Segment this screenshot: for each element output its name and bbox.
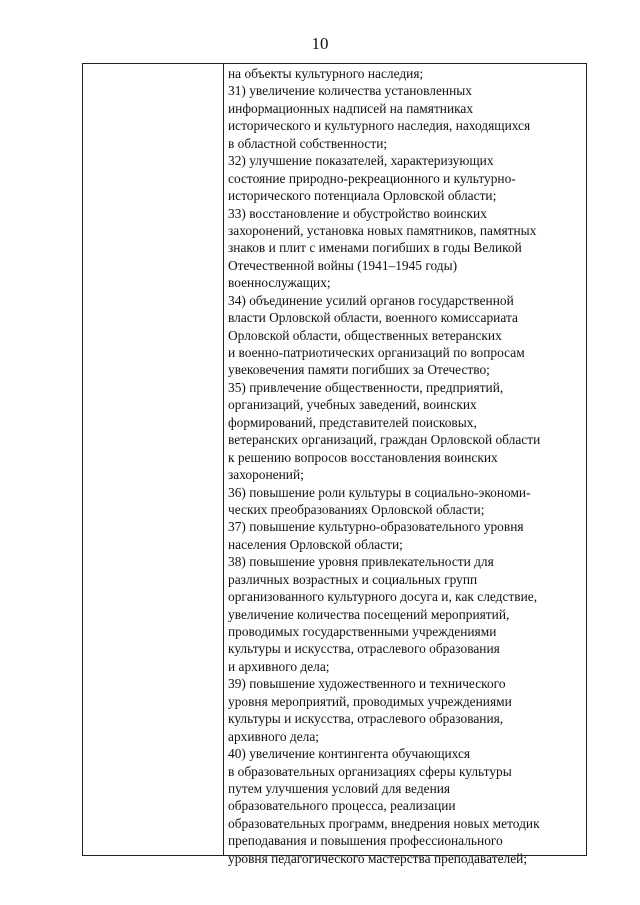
text-line: 39) повышение художественного и технического [228,676,506,692]
text-line: военнослужащих; [228,275,331,291]
text-line: информационных надписей на памятниках [228,100,474,116]
text-line: власти Орловской области, военного комиссариата [228,310,518,326]
text-line: на объекты культурного наследия; [228,66,424,81]
text-line: 33) восстановление и обустройство воинских [228,205,487,221]
text-line: организаций, учебных заведений, воинских [228,397,477,413]
text-line: увековечения памяти погибших за Отечество; [228,362,490,378]
text-line: образовательного процесса, реализации [228,798,456,814]
text-line: 36) повышение роли культуры в социально-экономи- [228,484,531,500]
text-line: культуры и искусства, отраслевого образования, [228,711,504,727]
table-right-cell [224,64,586,866]
text-line: образовательных программ, внедрения новых методик [228,815,540,831]
text-line: и военно-патриотических организаций по вопросам [228,345,525,360]
text-line: исторического потенциала Орловской области; [228,188,497,204]
text-line: ческих преобразованиях Орловской области; [228,501,485,517]
text-line: различных возрастных и социальных групп [228,571,478,587]
text-line: населения Орловской области; [228,536,403,552]
text-line: в областной собственности; [228,135,388,151]
page-number: 10 [311,34,329,53]
text-line: и архивного дела; [228,658,330,674]
table-left-cell [83,64,224,855]
content-table [82,63,587,866]
text-line: архивного дела; [228,728,319,744]
text-line: захоронений, установка новых памятников, памятных [228,222,537,238]
text-line: проводимых государственными учреждениями [228,624,497,639]
text-line: организованного культурного досуга и, как следствие, [228,589,538,605]
text-line: состояние природно-рекреационного и культурно- [228,170,516,186]
text-line: 31) увеличение количества установленных [228,83,472,99]
text-line: Отечественной войны (1941–1945 годы) [228,257,458,273]
text-line: захоронений; [228,467,304,483]
text-line: к решению вопросов восстановления воинских [228,449,498,465]
text-line: культуры и искусства, отраслевого образования [228,641,500,657]
text-line: 40) увеличение контингента обучающихся [228,746,471,762]
text-line: в образовательных организациях сферы культуры [228,763,512,779]
text-line: уровня мероприятий, проводимых учреждениями [228,693,512,709]
text-line: 34) объединение усилий органов государственной [228,292,514,308]
text-line: знаков и плит с именами погибших в годы Великой [228,240,522,256]
text-line: увеличение количества посещений мероприятий, [228,606,510,622]
text-line: преподавания и повышения профессионального [228,833,503,849]
text-line: формирований, представителей поисковых, [228,414,477,430]
text-line: ветеранских организаций, граждан Орловской области [228,432,541,448]
text-line: 35) привлечение общественности, предприятий, [228,379,504,395]
text-line: уровня педагогического мастерства преподавателей; [228,850,528,866]
text-line: исторического и культурного наследия, находящихся [228,118,531,134]
text-line: 37) повышение культурно-образовательного уровня [228,519,524,535]
text-line: 32) улучшение показателей, характеризующих [228,153,494,169]
text-line: Орловской области, общественных ветеранских [228,327,502,343]
text-line: путем улучшения условий для ведения [228,780,451,796]
text-line: 38) повышение уровня привлекательности для [228,554,494,570]
